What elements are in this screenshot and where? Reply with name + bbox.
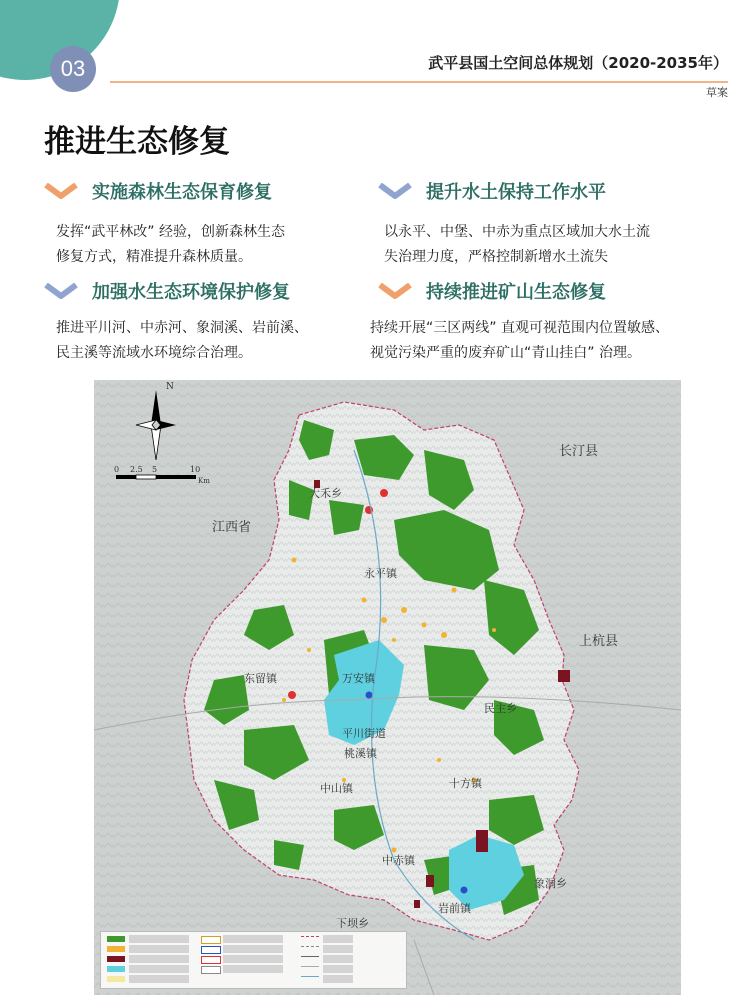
header-divider xyxy=(110,81,728,83)
chevron-down-icon xyxy=(378,283,412,299)
town-label: 民主乡 xyxy=(484,702,517,715)
item-text-line: 发挥“武平林改” 经验，创新森林生态 xyxy=(56,224,285,240)
scale-tick: 10 xyxy=(190,465,201,474)
town-label: 中山镇 xyxy=(320,782,353,795)
chevron-down-icon xyxy=(44,183,78,199)
province-label: 江西省 xyxy=(212,520,252,535)
document-title: 武平县国土空间总体规划（2020-2035年） xyxy=(428,54,728,72)
legend-swatch-soil xyxy=(107,946,125,952)
scale-tick: 0 xyxy=(114,465,120,474)
item-heading-soil xyxy=(378,178,606,204)
town-label: 十方镇 xyxy=(449,777,482,790)
map-legend xyxy=(100,931,407,989)
town-label: 象洞乡 xyxy=(534,877,567,890)
document-status: 草案 xyxy=(706,86,728,99)
town-label: 大禾乡 xyxy=(309,487,342,500)
item-body-water xyxy=(56,316,308,366)
town-label: 东留镇 xyxy=(244,672,277,685)
item-text-line: 以永平、中堡、中赤为重点区域加大水土流 xyxy=(384,224,650,240)
item-text-line: 视觉污染严重的废弃矿山“青山挂白” 治理。 xyxy=(370,345,641,361)
item-text-line: 失治理力度，严格控制新增水土流失 xyxy=(384,249,608,265)
scale-unit: Km xyxy=(198,477,210,485)
page-title: 推进生态修复 xyxy=(44,124,230,160)
scale-bar xyxy=(116,475,196,479)
legend-swatch-other xyxy=(107,976,125,982)
town-label: 平川街道 xyxy=(342,727,386,740)
item-heading-water xyxy=(44,278,290,304)
item-title: 提升水土保持工作水平 xyxy=(426,182,606,203)
town-label: 下坝乡 xyxy=(336,917,369,930)
item-text-line: 推进平川河、中赤河、象洞溪、岩前溪、 xyxy=(56,320,308,336)
county-label: 上杭县 xyxy=(579,634,619,649)
north-label: N xyxy=(166,382,174,392)
county-label: 长汀县 xyxy=(559,444,599,459)
legend-swatch-mine xyxy=(107,956,125,962)
section-number-badge: 03 xyxy=(50,46,96,92)
town-label: 岩前镇 xyxy=(438,902,471,915)
item-title: 持续推进矿山生态修复 xyxy=(426,282,606,303)
chevron-down-icon xyxy=(44,283,78,299)
item-heading-mine xyxy=(378,278,606,304)
item-body-forest xyxy=(56,220,285,270)
item-title: 实施森林生态保育修复 xyxy=(92,182,272,203)
item-title: 加强水生态环境保护修复 xyxy=(92,282,290,303)
legend-swatch-forest xyxy=(107,936,125,942)
legend-swatch-water xyxy=(107,966,125,972)
town-label: 永平镇 xyxy=(364,567,397,580)
item-body-mine xyxy=(370,316,669,366)
item-text-line: 修复方式，精准提升森林质量。 xyxy=(56,249,252,265)
chevron-down-icon xyxy=(378,183,412,199)
item-heading-forest xyxy=(44,178,272,204)
map-canvas xyxy=(94,380,681,995)
scale-tick: 5 xyxy=(152,465,158,474)
item-text-line: 民主溪等流域水环境综合治理。 xyxy=(56,345,252,361)
town-label: 桃溪镇 xyxy=(344,747,377,760)
town-label: 中赤镇 xyxy=(382,854,415,867)
scale-tick: 2.5 xyxy=(130,465,143,474)
item-text-line: 持续开展“三区两线” 直观可视范围内位置敏感、 xyxy=(370,320,669,336)
town-label: 万安镇 xyxy=(342,672,375,685)
ecological-restoration-map xyxy=(94,380,681,995)
item-body-soil xyxy=(384,220,650,270)
